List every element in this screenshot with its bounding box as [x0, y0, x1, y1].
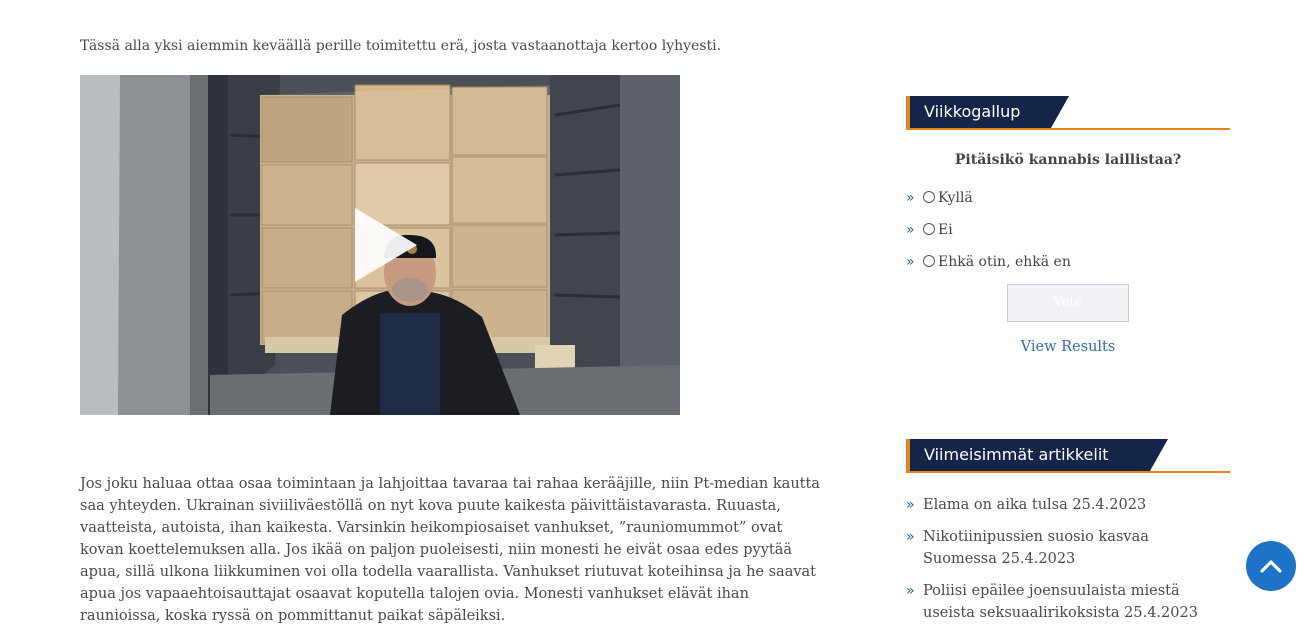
poll-option-label: Ehkä otin, ehkä en	[938, 254, 1071, 270]
latest-articles-title: Viimeisimmät artikkelit	[924, 445, 1109, 464]
play-button[interactable]	[351, 206, 419, 284]
poll-option-ei[interactable]	[906, 222, 953, 238]
double-chevron-right-icon: »	[906, 497, 915, 513]
vote-button[interactable]: Vote	[1007, 284, 1129, 322]
play-icon	[351, 206, 419, 284]
latest-article-link[interactable]: Poliisi epäilee joensuulaista miestä useista seksuaalirikoksista 25.4.2023	[923, 583, 1198, 621]
latest-article-link[interactable]: Nikotiinipussien suosio kasvaa Suomessa 25.4.2023	[923, 529, 1149, 567]
article-body: Jos joku haluaa ottaa osaa toimintaan ja lahjoittaa tavaraa tai rahaa kerääjille, niin Pt-median kautta saa yhteyden. Ukrainan siviiliväestöllä on nyt kova puute kaikesta päivittäistavarasta. Ruuasta, vaatteista, autoista, ihan kaikesta. Varsinkin heikompiosaiset vanhukset, ”rauniomummot” ovat kovan koettelemuksen alla. Jos ikää on paljon puoleisesti, niin monesti he eivät osaa edes pyytää apua, sillä ulkona liikkuminen voi olla todella vaarallista. Vanhukset riutuvat koteihinsa ja he saavat apua jos vapaaehtoisauttajat osaavat koputella talojen ovia. Monesti vanhukset elävät ihan raunioissa, koska ryssä on pommittanut paikat säpäleiksi.	[80, 476, 820, 624]
view-results-link[interactable]: View Results	[1020, 339, 1116, 355]
double-chevron-right-icon: »	[906, 583, 915, 599]
double-chevron-right-icon: »	[906, 222, 915, 238]
poll-widget-title: Viikkogallup	[924, 102, 1021, 121]
double-chevron-right-icon: »	[906, 190, 915, 206]
double-chevron-right-icon: »	[906, 254, 915, 270]
latest-article-item[interactable]	[906, 494, 1236, 516]
poll-option-label: Kyllä	[938, 190, 973, 206]
poll-option-ehka[interactable]	[906, 254, 1071, 270]
poll-radio-ei[interactable]	[923, 223, 935, 235]
chevron-up-icon	[1259, 556, 1283, 576]
latest-article-item[interactable]	[906, 580, 1236, 624]
poll-question: Pitäisikö kannabis laillistaa?	[954, 152, 1182, 168]
poll-option-label: Ei	[938, 222, 953, 238]
latest-article-item[interactable]	[906, 526, 1236, 570]
poll-option-kylla[interactable]	[906, 190, 973, 206]
double-chevron-right-icon: »	[906, 529, 915, 545]
article-intro: Tässä alla yksi aiemmin keväällä perille toimitettu erä, josta vastaanottaja kertoo lyhyesti.	[80, 38, 722, 54]
latest-articles-header	[906, 439, 1230, 473]
poll-widget-header	[906, 96, 1230, 130]
video-player[interactable]	[80, 75, 680, 415]
poll-radio-ehka[interactable]	[923, 255, 935, 267]
scroll-to-top-button[interactable]	[1246, 541, 1296, 591]
latest-article-link[interactable]: Elama on aika tulsa 25.4.2023	[923, 497, 1147, 513]
poll-radio-kylla[interactable]	[923, 191, 935, 203]
